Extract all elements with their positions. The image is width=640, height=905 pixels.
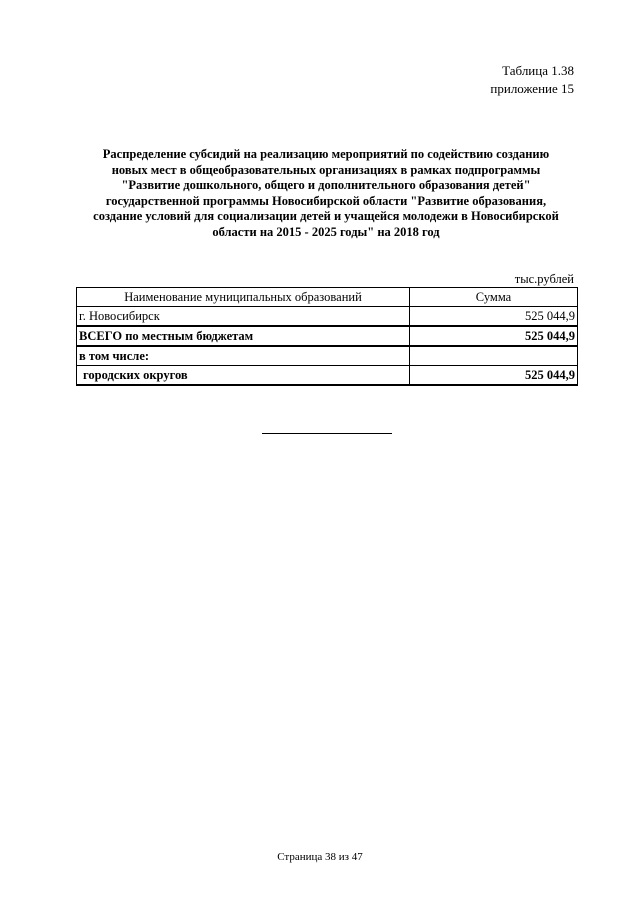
appendix-label: приложение 15	[490, 81, 574, 96]
table-reference	[490, 62, 574, 98]
row-sum: 525 044,9	[410, 326, 578, 346]
title-line: "Развитие дошкольного, общего и дополнительного образования детей"	[121, 178, 531, 192]
title-line: Распределение субсидий на реализацию мероприятий по содействию созданию	[102, 147, 550, 161]
table-header-row	[77, 288, 578, 307]
row-sum: 525 044,9	[410, 366, 578, 386]
column-header-sum: Сумма	[410, 288, 578, 307]
row-name: г. Новосибирск	[77, 307, 410, 327]
title-line: создание условий для социализации детей и учащейся молодежи в Новосибирской	[93, 209, 559, 223]
table-row	[77, 346, 578, 366]
row-sum	[410, 346, 578, 366]
row-name: городских округов	[77, 366, 410, 386]
units-label: тыс.рублей	[514, 272, 574, 286]
table-label: Таблица 1.38	[502, 63, 574, 78]
title-line: новых мест в общеобразовательных организациях в рамках подпрограммы	[111, 162, 541, 177]
table-row-total	[77, 326, 578, 346]
subsidy-table	[76, 287, 578, 386]
table-row	[77, 307, 578, 327]
page-number: Страница 38 из 47	[277, 851, 363, 863]
row-name: в том числе:	[77, 346, 410, 366]
column-header-name: Наименование муниципальных образований	[77, 288, 410, 307]
title-line: государственной программы Новосибирской области "Развитие образования,	[105, 193, 547, 208]
title-line: области на 2015 - 2025 годы" на 2018 год	[212, 224, 440, 239]
row-sum: 525 044,9	[410, 307, 578, 327]
document-title	[70, 147, 582, 240]
row-name: ВСЕГО по местным бюджетам	[77, 326, 410, 346]
separator-line	[262, 433, 392, 434]
table-row	[77, 366, 578, 386]
